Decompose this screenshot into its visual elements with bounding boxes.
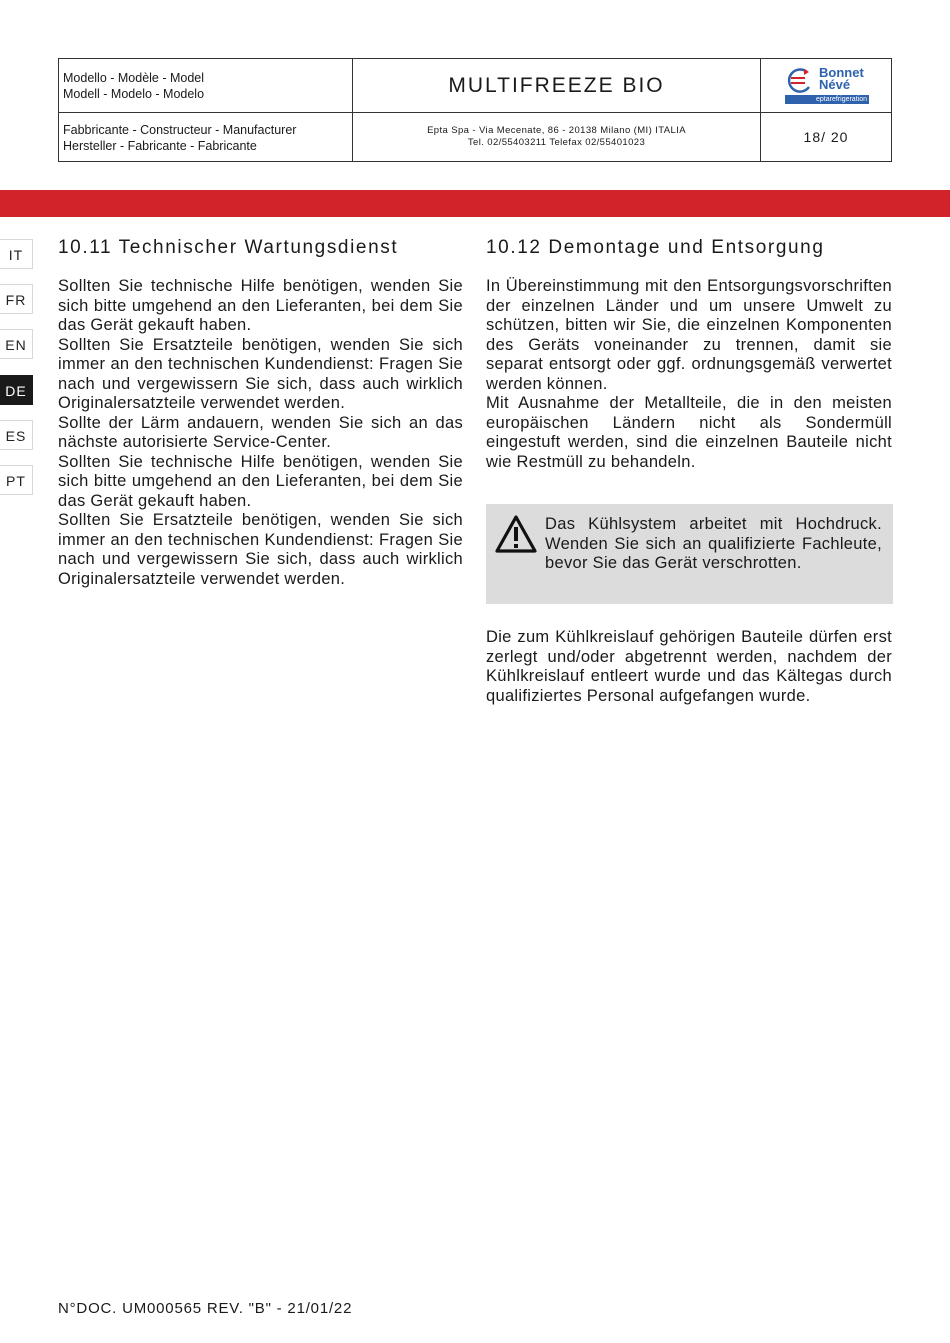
- disposal-paragraph: Mit Ausnahme der Metallteile, die in den meisten europäischen Ländern nicht als Sondermüll eingestuft werden, sind die einzelnen Bauteile nicht wie Restmüll zu behandeln.: [486, 394, 892, 471]
- disposal-text: [486, 277, 892, 472]
- lang-tab-pt[interactable]: PT: [0, 465, 33, 495]
- maintenance-paragraph: Sollten Sie technische Hilfe benötigen, wenden Sie sich bitte umgehend an den Lieferanten, bei dem Sie das Gerät gekauft haben.: [58, 277, 463, 334]
- manufacturer-label-line2: Hersteller - Fabricante - Fabricante: [63, 139, 257, 153]
- manufacturer-label: [59, 113, 353, 161]
- lang-tab-it[interactable]: IT: [0, 239, 33, 269]
- brand-logo-cell: [761, 59, 891, 113]
- lang-tab-fr[interactable]: FR: [0, 284, 33, 314]
- section-title-maintenance: 10.11 Technischer Wartungsdienst: [58, 237, 399, 258]
- logo-line2: Névé: [819, 77, 851, 92]
- document-number: N°DOC. UM000565 REV. "B" - 21/01/22: [58, 1300, 353, 1317]
- logo-line1: Bonnet: [819, 65, 864, 80]
- logo-emblem-icon: [785, 67, 815, 95]
- disposal-closing-text: Die zum Kühlkreislauf gehörigen Bauteile dürfen erst zerlegt und/oder abgetrennt werden, nachdem der Kühlkreislauf entleert wurde und das Kältegas durch qualifiziertes Personal aufgefangen wurde.: [486, 628, 892, 705]
- lang-tab-es[interactable]: ES: [0, 420, 33, 450]
- maintenance-paragraph: Sollten Sie technische Hilfe benötigen, wenden Sie sich bitte umgehend an den Lieferanten, bei dem Sie das Gerät gekauft haben.: [58, 452, 463, 510]
- manufacturer-label-line1: Fabbricante - Constructeur - Manufacturer: [63, 123, 297, 137]
- model-label: [59, 59, 353, 113]
- accent-band: [0, 190, 950, 217]
- lang-tab-de[interactable]: DE: [0, 375, 33, 405]
- model-label-line1: Modello - Modèle - Model: [63, 71, 205, 85]
- section-title-disposal: 10.12 Demontage und Entsorgung: [486, 237, 825, 258]
- maintenance-paragraph: Sollten Sie Ersatzteile benötigen, wenden Sie sich immer an den technischen Kundendienst: Fragen Sie nach und vergewissern Sie sich, dass auch wirklich Originalersatzteile verwendet werden.: [58, 511, 463, 588]
- maintenance-text: [58, 277, 463, 589]
- document-header: [58, 58, 892, 162]
- address-line2: Tel. 02/55403211 Telefax 02/55401023: [467, 137, 646, 148]
- warning-box: [486, 504, 893, 604]
- page-number: 18/ 20: [803, 129, 849, 145]
- logo-tagline: eptarefrigeration: [785, 95, 869, 104]
- logo-wordmark: [819, 67, 864, 91]
- maintenance-paragraph: Sollten Sie Ersatzteile benötigen, wenden Sie sich immer an den technischen Kundendienst: Fragen Sie nach und vergewissern Sie sich, dass auch wirklich Originalersatzteile verwendet werden.: [58, 335, 463, 412]
- maintenance-paragraph: Sollte der Lärm andauern, wenden Sie sich an das nächste autorisierte Service-Center.: [58, 413, 463, 451]
- lang-tab-en[interactable]: EN: [0, 329, 33, 359]
- model-label-line2: Modell - Modelo - Modelo: [63, 87, 205, 101]
- disposal-paragraph: In Übereinstimmung mit den Entsorgungsvorschriften der einzelnen Länder und um unsere Umwelt zu schützen, bitten wir Sie, die einzelnen Komponenten des Geräts voneinander zu trennen, damit sie separat entsorgt oder ggf. ordnungsgemäß verwertet werden können.: [486, 277, 892, 393]
- brand-logo: [785, 67, 871, 105]
- address-line1: Epta Spa - Via Mecenate, 86 - 20138 Milano (MI) ITALIA: [427, 125, 686, 136]
- warning-triangle-icon: [494, 514, 538, 554]
- model-title: MULTIFREEZE BIO: [353, 59, 761, 113]
- warning-text: Das Kühlsystem arbeitet mit Hochdruck. Wenden Sie sich an qualifizierte Fachleute, bevor Sie das Gerät verschrotten.: [545, 515, 882, 572]
- manufacturer-address: [353, 113, 761, 161]
